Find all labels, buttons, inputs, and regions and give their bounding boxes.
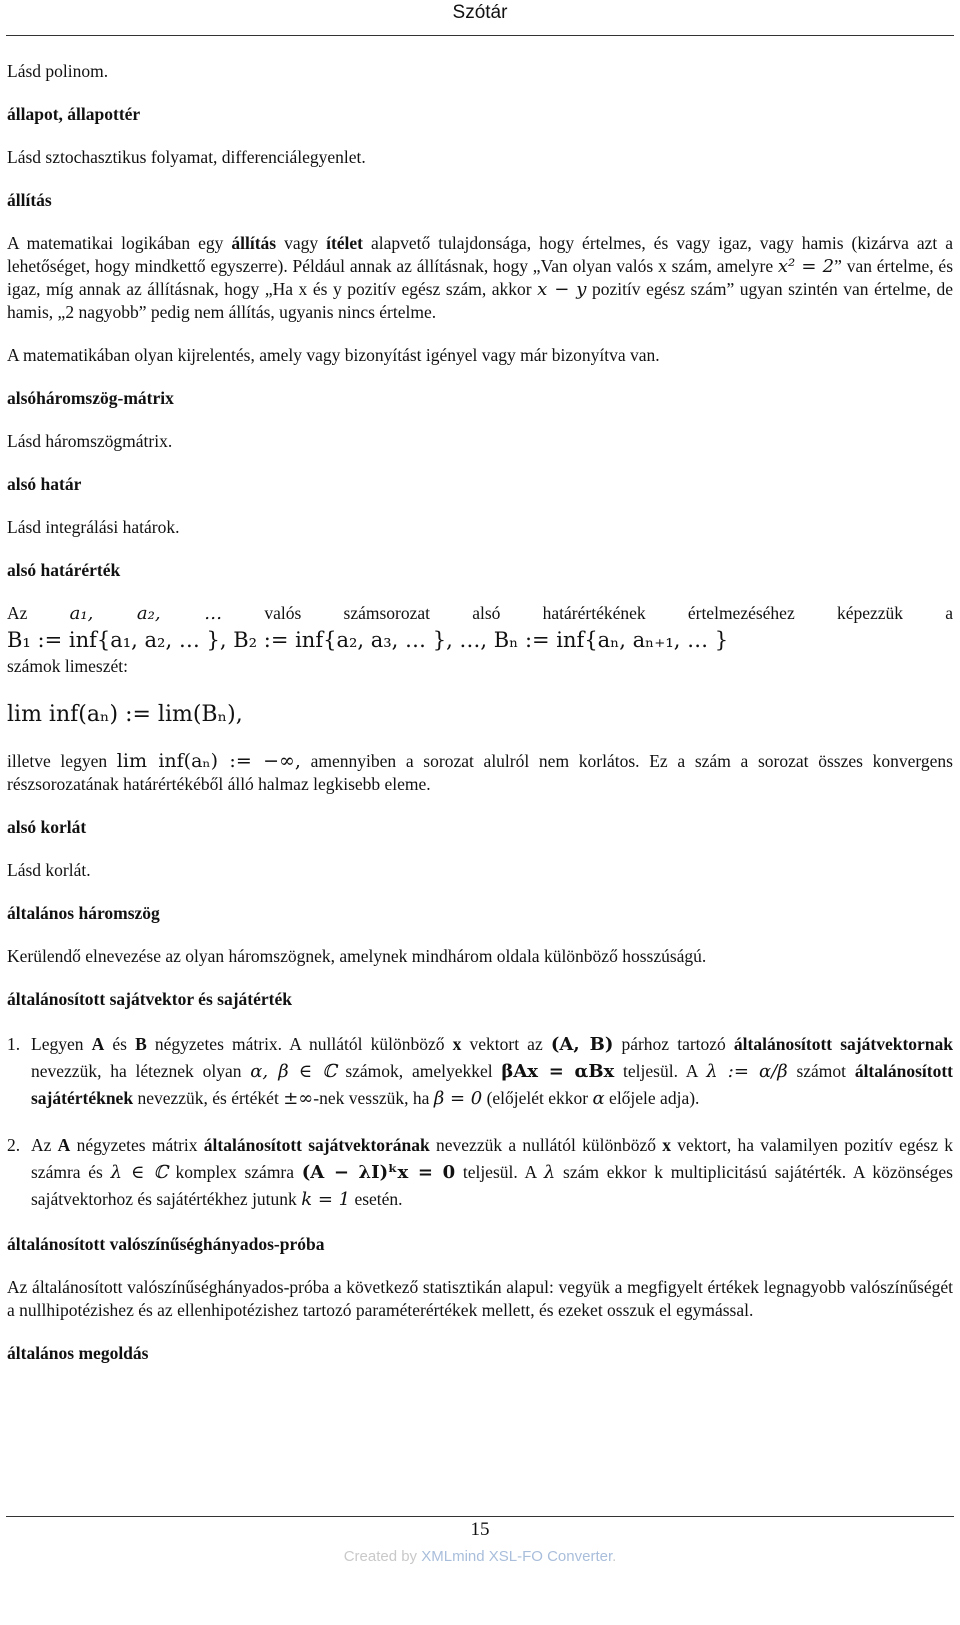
display-formula: lim inf(aₙ) := lim(Bₙ), [7,702,243,727]
entry-term: állítás [7,190,52,210]
entry-term: általánosított valószínűséghányados-próba [7,1234,325,1254]
entry-term: alsó határ [7,474,82,494]
entry-paragraph: illetve legyen lim inf(aₙ) := −∞, amennyiben a sorozat alulról nem korlátos. Ez a szám a sorozat összes konvergens részsorozatának határértékéből álló halmaz legkisebb eleme. [7,750,953,794]
entry-paragraph: A matematikai logikában egy állítás vagy ítélet alapvető tulajdonsága, hogy értelmes, és vagy igaz, vagy hamis (kizárva azt a lehetőséget, hogy mindkettő egyszerre). Például annak az állításnak, hogy „Van olyan valós x szám, amelyre x² = 2” van értelme, és igaz, míg annak az állításnak, hogy „Ha x és y pozitív egész szám, akkor x − y pozitív egész szám” ugyan szintén van értelme, de hamis, „2 nagyobb” pedig nem állítás, ugyanis nincs értelme. [7,233,954,322]
entry-paragraph: Az a₁, a₂, … valós számsorozat alsó határértékének értelmezéséhez képezzük a [7,603,954,624]
credit-link[interactable]: XMLmind XSL-FO Converter [421,1548,613,1565]
math-formula: α, β ∈ ℂ [250,1061,337,1082]
math-formula: x² = 2 [777,256,835,277]
math-formula: B₁ := inf{a₁, a₂, … }, B₂ := inf{a₂, a₃, … }, …, Bₙ := inf{aₙ, aₙ₊₁, … } [7,628,729,652]
page-header-title: Szótár [452,2,508,23]
math-formula: λ := α/β [706,1061,788,1082]
math-formula: lim inf(aₙ) := −∞, [116,750,301,772]
entry-term: általános háromszög [7,903,160,923]
math-formula: λ ∈ ℂ [110,1162,168,1183]
numbered-list [7,1031,953,1213]
entry-text: számok limeszét: [7,656,129,676]
list-item: 2. Az A négyzetes mátrix általánosított sajátvektorának nevezzük a nullától különböző x vektort, ha valamilyen pozitív egész k számra és λ ∈ ℂ komplex számra (A − λI)ᵏx = 0 teljesül. A λ szám ekkor k multiplicitású sajátérték. A közönséges sajátvektorhoz és sajátértékhez jutunk k = 1 esetén. [7,1135,954,1210]
converter-credit: Created by XMLmind XSL-FO Converter. [343,1548,617,1565]
entry-term: alsó határérték [7,560,121,580]
math-formula: a₁, a₂, … [69,603,223,624]
entry-text: Lásd sztochasztikus folyamat, differenciálegyenlet. [7,147,366,167]
entry-paragraph: A matematikában olyan kijrelentés, amely vagy bizonyítást igényel vagy már bizonyítva van. [7,345,660,365]
entry-paragraph: Az általánosított valószínűséghányados-próba a következő statisztikán alapul: vegyük a megfigyelt értékek legnagyobb valószínűségét a nullhipotézishez és az ellenhipotézishez tartozó paraméterértékek mellett, és ezeket osszuk el egymással. [7,1277,953,1320]
entry-text: Lásd integrálási határok. [7,517,180,537]
page-number: 15 [470,1519,490,1540]
entry-text: Kerülendő elnevezése az olyan háromszögnek, amelynek mindhárom oldala különböző hosszúságú. [7,946,707,966]
math-formula: (A, B) [550,1034,614,1055]
math-formula: β = 0 [433,1088,483,1109]
math-formula: α [592,1088,605,1109]
entry-term: általános megoldás [7,1343,149,1363]
entry-text: Lásd korlát. [7,860,91,880]
entry-text: Lásd háromszögmátrix. [7,431,173,451]
entry-term: alsóháromszög-mátrix [7,388,174,408]
dictionary-content [7,60,953,1365]
entry-term: alsó korlát [7,817,87,837]
entry-text: Lásd polinom. [7,61,109,81]
math-formula: ±∞ [283,1088,314,1109]
math-formula: k = 1 [301,1189,351,1210]
header-rule [6,35,954,36]
math-formula: λ [543,1162,556,1183]
entry-term: állapot, állapottér [7,104,141,124]
footer-rule [6,1516,954,1517]
math-formula: βAx = αBx [501,1061,615,1082]
math-formula: (A − λI)ᵏx = 0 [301,1162,456,1183]
entry-term: általánosított sajátvektor és sajátérték [7,989,292,1009]
list-item: 1. Legyen A és B négyzetes mátrix. A nullától különböző x vektort az (A, B) párhoz tartozó általánosított sajátvektornak nevezzük, ha léteznek olyan α, β ∈ ℂ számok, amelyekkel βAx = αBx teljesül. A λ := α/β számot általánosított sajátértéknek nevezzük, és értékét ±∞-nek vesszük, ha β = 0 (előjelét ekkor α előjele adja). [7,1034,954,1109]
math-formula: x − y [537,279,587,300]
